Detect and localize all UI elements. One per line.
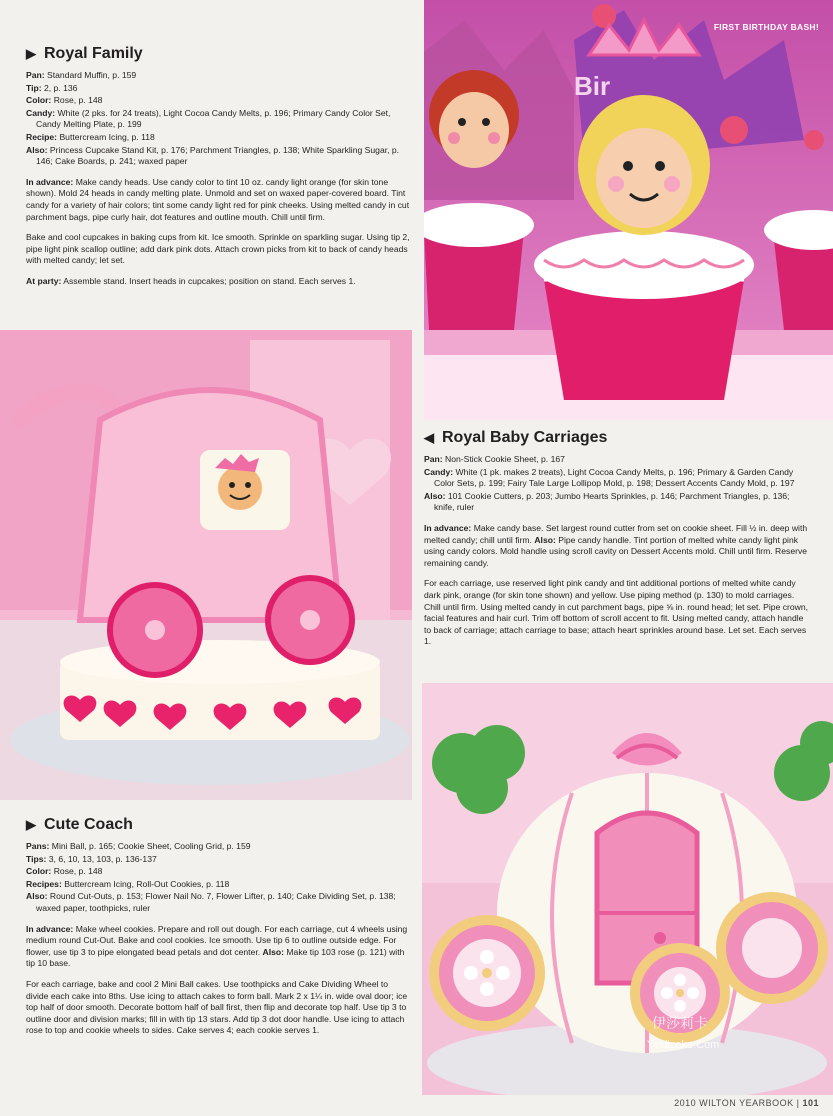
watermark-en: Yeslicake.Com <box>647 1039 720 1051</box>
watermark-cn: 伊莎莉卡 <box>652 1015 708 1031</box>
triangle-right-icon: ▶ <box>26 817 36 832</box>
royal-baby-recipe <box>424 428 810 648</box>
triangle-left-icon: ◀ <box>424 430 434 445</box>
triangle-right-icon: ▶ <box>26 46 36 61</box>
cute-coach-title: ▶ Cute Coach <box>26 816 133 833</box>
cute-coach-photo <box>422 683 833 1095</box>
cute-coach-instructions: In advance: Make wheel cookies. Prepare and roll out dough. For each carriage, cut 4 wheels using medium round Cut-Out. Bake and cool cookies. Ice smooth. Use tip 6 to outline outside edge. For flower, use tip 3 to pipe elongated bead petals and dot center. Also: Make tip 103 rose (p. 121) with tip 10 base. For each carriage, bake and cool 2 Mini Ball cakes. Use toothpicks and Cake Dividing Wheel to divide each cake into 8ths. Use icing to attach cakes to form ball. Mark 2 x 1¼ in. wide oval door; ice top half of door smooth. Decorate bottom half of ball first, then flip and decorate top half. Use tip 3 to outline door and division marks; fill in with tip 13 stars. Add tip 3 dot door handle. Use icing to attach rose to top and cookie wheels to sides. Cake serves 4; each cookie serves 1. <box>26 923 408 1036</box>
page-folio: 2010 WILTON YEARBOOK | 101 <box>674 1098 819 1108</box>
royal-family-recipe <box>26 44 412 288</box>
folio-text: 2010 WILTON YEARBOOK <box>674 1098 794 1108</box>
svg-text:Bir: Bir <box>574 71 611 101</box>
cute-coach-supplies: Pans: Mini Ball, p. 165; Cookie Sheet, Cooling Grid, p. 159 Tips: 3, 6, 10, 13, 103, p. 136-137 Color: Rose, p. 148 Recipes: Buttercream Icing, Roll-Out Cookies, p. 118 Also: Round Cut-Outs, p. 153; Flower Nail No. 7, Flower Lifter, p. 140; Cake Dividing Set, p. 138; waxed paper, toothpicks, ruler <box>26 841 396 913</box>
cute-coach-recipe <box>26 815 412 1037</box>
royal-baby-carriage-photo <box>0 330 412 800</box>
royal-family-instructions: In advance: Make candy heads. Use candy color to tint 10 oz. candy light orange (for skin tone shown). Mold 24 heads in candy melting plate. Unmold and set on waxed paper-covered board. Tint candy for a variety of hair colors; tint some candy light red for pink cheeks. Using melted candy in cut parchment bags, pipe curly hair, dot features and outline mouth. Chill until firm. Bake and cool cupcakes in baking cups from kit. Ice smooth. Sprinkle on sparkling sugar. Using tip 2, pipe light pink scallop outline; add dark pink dots. Attach crown picks from kit to back of candy heads with melted candy; let set. At party: Assemble stand. Insert heads in cupcakes; position on stand. Each serves 1. <box>26 176 410 286</box>
royal-baby-title: ◀ Royal Baby Carriages <box>424 429 608 446</box>
royal-family-photo <box>424 0 833 420</box>
royal-family-supplies: Pan: Standard Muffin, p. 159 Tip: 2, p. 136 Color: Rose, p. 148 Candy: White (2 pks. for 24 treats), Light Cocoa Candy Melts, p. 196; Primary Candy Color Set, Candy Melting Plate, p. 199 Recipe: Buttercream Icing, p. 118 Also: Princess Cupcake Stand Kit, p. 176; Parchment Triangles, p. 138; White Sparkling Sugar, p. 146; Cake Boards, p. 241; waxed paper <box>26 70 400 167</box>
royal-baby-instructions: In advance: Make candy base. Set largest round cutter from set on cookie sheet. Fill ½ in. deep with melted candy; chill until firm. Also: Pipe candy handle. Tint portion of melted white candy light pink using candy colors. Mold handle using scroll cavity on Dessert Accents mold. Chill until firm. Reserve remaining candy. For each carriage, use reserved light pink candy and tint additional portions of melted white candy dark pink, orange (for skin tone shown) and yellow. Use piping method (p. 130) to mold carriages. Chill until firm. Using melted candy in cut parchment bags, pipe ⅝ in. round head; let set. Pipe crown, facial features and hair curl. Trim off bottom of scroll accent to fit. Using melted candy, attach handle to back of carriage; attach carriage to base; attach heart sprinkles around base. Let set. Each serves 1. <box>424 522 809 647</box>
section-banner: FIRST BIRTHDAY BASH! <box>713 22 819 32</box>
page-number: 101 <box>802 1098 819 1108</box>
royal-baby-supplies: Pan: Non-Stick Cookie Sheet, p. 167 Candy: White (1 pk. makes 2 treats), Light Cocoa Candy Melts, p. 196; Primary & Garden Candy Color Sets, p. 199; Fairy Tale Large Lollipop Mold, p. 198; Dessert Accents Candy Mold, p. 197 Also: 101 Cookie Cutters, p. 203; Jumbo Hearts Sprinkles, p. 146; Parchment Triangles, p. 136; knife, ruler <box>424 454 795 513</box>
royal-family-title: ▶ Royal Family <box>26 45 143 62</box>
